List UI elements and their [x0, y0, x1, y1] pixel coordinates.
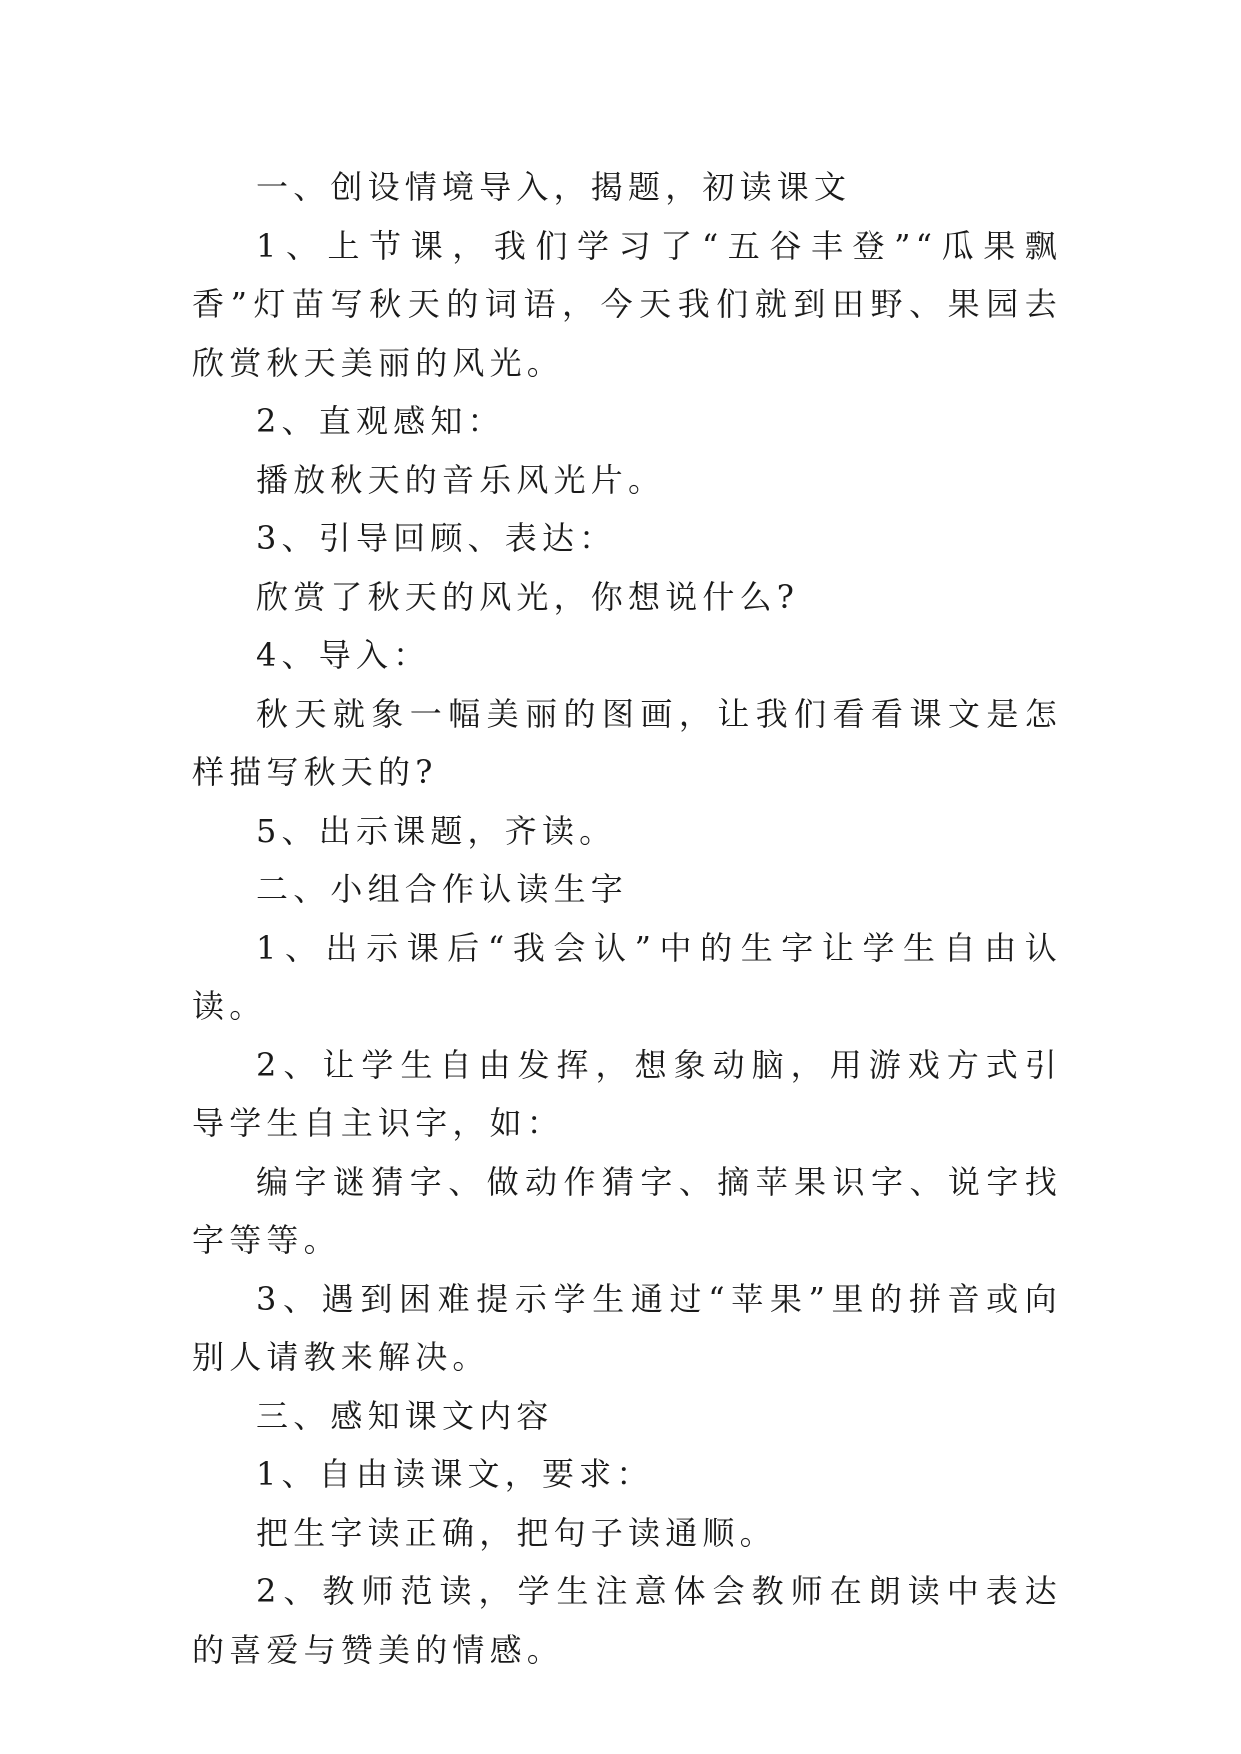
paragraph: 3、引导回顾、表达：: [256, 519, 617, 557]
paragraph: 2、让学生自由发挥，想象动脑，用游戏方式引导学生自主识字，如：: [192, 1045, 1062, 1142]
paragraph: 编字谜猜字、做动作猜字、摘苹果识字、说字找字等等。: [192, 1162, 1062, 1259]
section-heading-3: 三、感知课文内容: [256, 1396, 554, 1435]
document-body: [192, 158, 1062, 1679]
paragraph: 1、上节课，我们学习了“五谷丰登”“瓜果飘香”灯苗写秋天的词语，今天我们就到田野、果园去欣赏秋天美丽的风光。: [192, 226, 1062, 382]
paragraph: 秋天就象一幅美丽的图画，让我们看看课文是怎样描写秋天的?: [192, 694, 1062, 791]
section-heading-1: 一、创设情境导入，揭题，初读课文: [256, 168, 852, 206]
paragraph: 欣赏了秋天的风光，你想说什么?: [256, 577, 800, 616]
paragraph: 4、导入：: [256, 636, 431, 674]
paragraph: 1、出示课后“我会认”中的生字让学生自由认读。: [192, 928, 1062, 1025]
paragraph: 3、遇到困难提示学生通过“苹果”里的拼音或向别人请教来解决。: [192, 1279, 1062, 1376]
paragraph: 播放秋天的音乐风光片。: [256, 460, 666, 499]
paragraph: 2、直观感知：: [256, 402, 505, 440]
section-heading-2: 二、小组合作认读生字: [256, 870, 629, 908]
paragraph: 5、出示课题，齐读。: [256, 811, 617, 850]
paragraph: 把生字读正确，把句子读通顺。: [256, 1513, 777, 1552]
paragraph: 1、自由读课文，要求：: [256, 1455, 654, 1493]
paragraph: 2、教师范读，学生注意体会教师在朗读中表达的喜爱与赞美的情感。: [192, 1572, 1062, 1669]
